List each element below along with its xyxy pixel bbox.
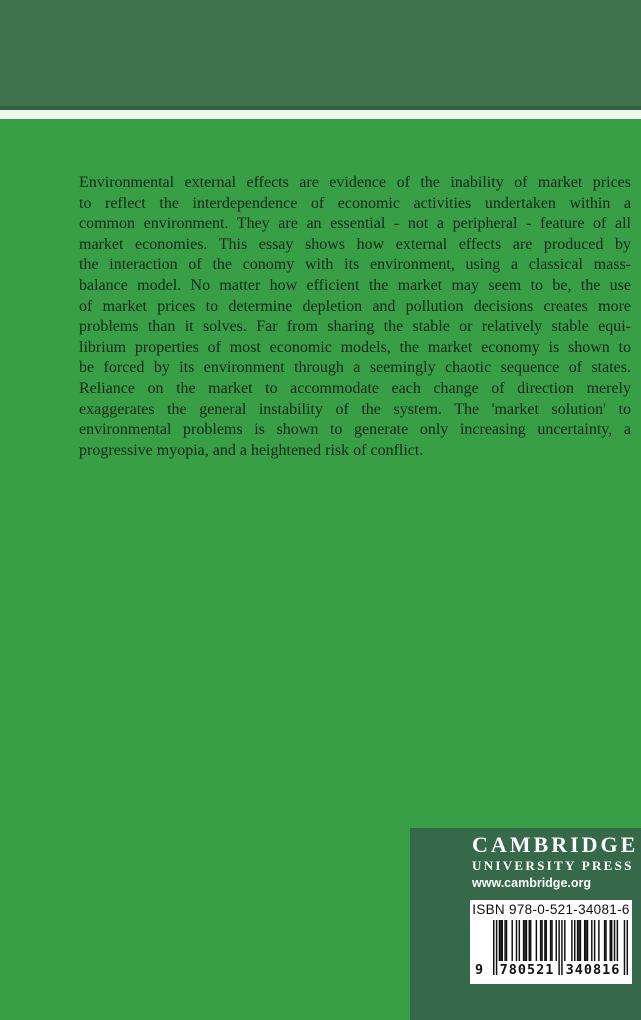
blurb-line: problems than it solves. Far from sharing the stable or relatively stable equi-: [79, 318, 631, 336]
barcode-digit-prefix: 9: [475, 962, 484, 978]
blurb-line: be forced by its environment through a seemingly chaotic sequence of states.: [79, 359, 631, 377]
barcode-digits-left: 780521: [499, 962, 555, 978]
blurb-line: market economies. This essay shows how external effects are produced by: [79, 235, 631, 253]
blurb-line: common environment. They are an essential - not a peripheral - feature of all: [79, 215, 631, 233]
blurb-line: to reflect the interdependence of economic activities undertaken within a: [79, 194, 631, 212]
blurb-line: the interaction of the conomy with its environment, using a classical mass-: [79, 256, 631, 274]
blurb-line: exaggerates the general instability of the system. The 'market solution' to: [79, 400, 631, 418]
barcode-digits: [475, 960, 628, 980]
blurb-line: of market prices to determine depletion and pollution decisions creates more: [79, 297, 631, 315]
publisher-subtitle: UNIVERSITY PRESS: [472, 858, 634, 873]
publisher-block: [410, 828, 641, 1020]
blurb-line: balance model. No matter how efficient the market may seem to be, the use: [79, 276, 631, 294]
blurb-line: progressive myopia, and a heightened risk of conflict.: [79, 441, 424, 459]
barcode-digits-right: 340816: [565, 962, 621, 978]
blurb-line: Reliance on the market to accommodate each change of direction merely: [79, 379, 631, 397]
top-band: [0, 0, 641, 106]
blurb-paragraph: [79, 173, 631, 461]
white-stripe: [0, 110, 641, 119]
blurb-line: librium properties of most economic models, the market economy is shown to: [79, 338, 631, 356]
blurb-line: Environmental external effects are evidence of the inability of market prices: [79, 174, 631, 191]
publisher-website-url: www.cambridge.org: [472, 876, 592, 890]
isbn-box: [470, 900, 632, 984]
publisher-name: CAMBRIDGE: [472, 832, 639, 857]
blurb-line: environmental problems is shown to generate only increasing uncertainty, a: [79, 421, 631, 439]
isbn-label: ISBN 978-0-521-34081-6: [472, 902, 630, 917]
